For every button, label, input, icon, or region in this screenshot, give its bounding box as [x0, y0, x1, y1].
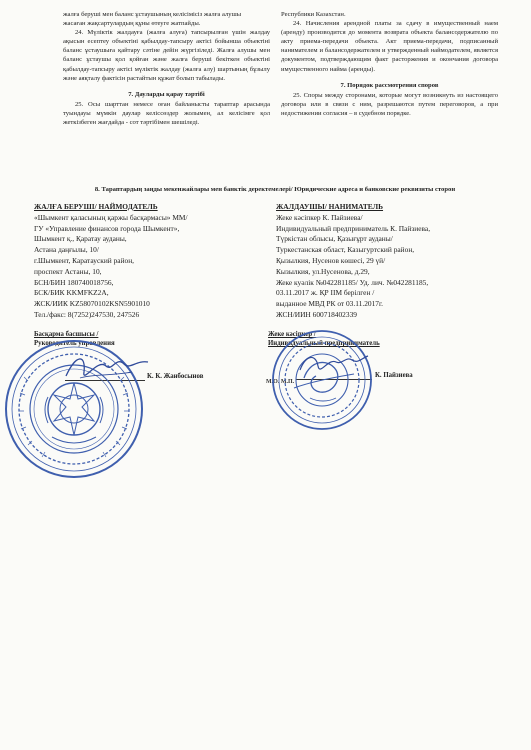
lessee-line: Кызылкия, ул.Нусенова, д.29,: [276, 266, 370, 276]
lessee-signatory-name: К. Пайзиева: [375, 372, 413, 379]
section-7-title-kz: 7. Дауларды қарау тәртібі: [128, 90, 205, 98]
lessee-heading: ЖАЛДАУШЫ/ НАНИМАТЕЛЬ: [276, 202, 384, 211]
lessee-line: Түркістан облысы, Қазығұрт ауданы/: [276, 234, 393, 244]
clause-25-ru: 25. Споры между сторонами, которые могут возникнуть из настоящего договора или в связи с ним, разрешаются путем переговоров, а при недостижении согласия – в судебном порядке.: [281, 91, 498, 117]
lessor-line: проспект Астаны, 10,: [34, 266, 102, 276]
lessee-signature-icon: [296, 350, 370, 380]
lessee-line: 03.11.2017 ж. ҚР ІІМ берілген /: [276, 288, 375, 298]
lessor-line: Астана даңғылы, 10/: [34, 245, 99, 255]
clause-25-kz: 25. Осы шарттан немесе оған байланысты тараптар арасында туындауы мүмкін даулар келіссөздер жолымен, ал келісімге қол жеткізбеген жағдайда - сот тәртібімен шешіледі.: [63, 100, 270, 127]
stamp-place-mark: М.О. М.П.: [266, 379, 295, 385]
lessor-signatory-name: К. К. Жанбосынов: [147, 373, 204, 380]
kazakh-column: [63, 10, 270, 127]
text-line: Республики Казахстан.: [281, 11, 346, 18]
lessor-line: «Шымкент қаласының қаржы басқармасы» ММ/: [34, 212, 188, 222]
lessee-signatory-title: Жеке кәсіпкер / Индивидуальный предприниматель: [268, 331, 380, 347]
lessee-line: Жеке куәлік №042281185/ Уд. лич. №042281185,: [276, 277, 429, 287]
text-line: жасаған жақсартулардың құны өтеуге жатпайды.: [63, 20, 201, 28]
lessee-line: Индивидуальный предприниматель К. Пайзиева,: [276, 223, 431, 233]
lessor-line: Тел./факс: 8(7252)247530, 247526: [34, 309, 140, 319]
clause-24-kz: 24. Мүліктік жалдауға (жалға алуға) тапсырылған үшін жалдау ақысын есептеу объектіні қабылдау-тапсыру актісі бойынша объектіні баланс ұстаушыға қайтару сәтіне дейін жүргізіледі. Жалға алушы мен баланс ұстаушы қол қойған және жалға беруші бекіткен объектіні қабылдау-тапсыру актісі мүліктік жалдау (жалға алу) шартының бұзылу және аяқталу фактісін растайтын құжат болып табылады.: [63, 29, 270, 82]
lessor-line: г.Шымкент, Каратауский район,: [34, 255, 135, 265]
section-7-title-ru: 7. Порядок рассмотрения споров: [340, 81, 439, 89]
lessee-line: Жеке кәсіпкер К. Пайзиева/: [276, 212, 363, 222]
entrepreneur-stamp-icon: [270, 328, 375, 433]
lessor-signature-icon: [62, 348, 152, 388]
lessor-line: ГУ «Управление финансов города Шымкент»,: [34, 223, 180, 233]
clause-24-ru: 24. Начисления арендной платы за сдачу в имущественный наем (аренду) производится до момента возврата объекта балансодержателю по акту приема-передачи объекта. Акт приема-передачи, подписанный нанимателем и балансодержателем и утвержденный наймодателем, является документом, подтверждающим факт расторжения и окончания договора имущественного найма (аренды).: [281, 20, 498, 73]
lessor-line: БСН/БИН 180740018756,: [34, 277, 114, 287]
lessor-line: Шымкент қ., Қаратау ауданы,: [34, 234, 127, 244]
lessee-line: ЖСН/ИИН 600718402339: [276, 309, 357, 319]
lessee-line: Қызылкия, Нусенов көшесі, 29 үй/: [276, 255, 386, 265]
lessee-details: [276, 202, 430, 321]
lessor-line: БСК/БИК KKMFKZ2A,: [34, 288, 109, 298]
section-8-title: 8. Тараптардың заңды мекенжайлары мен банктік деректемелері/ Юридические адреса и банковские реквизиты сторон: [94, 186, 456, 193]
lessor-line: ЖСК/ИИК KZ58070102KSN5901010: [34, 299, 150, 309]
lessor-heading: ЖАЛҒА БЕРУШІ/ НАЙМОДАТЕЛЬ: [34, 202, 158, 211]
lessee-line: Туркестанская област, Казыгуртский район,: [276, 245, 415, 255]
lessor-signatory-title: Басқарма басшысы / Руководитель управления: [34, 331, 115, 347]
text-line: жалға беруші мен баланс ұстаушының келісімісіз жалға алушы: [63, 11, 242, 18]
lessor-details: [34, 202, 188, 321]
russian-column: [281, 10, 498, 118]
lessee-line: выданное МВД РК от 03.11.2017г.: [276, 299, 384, 309]
